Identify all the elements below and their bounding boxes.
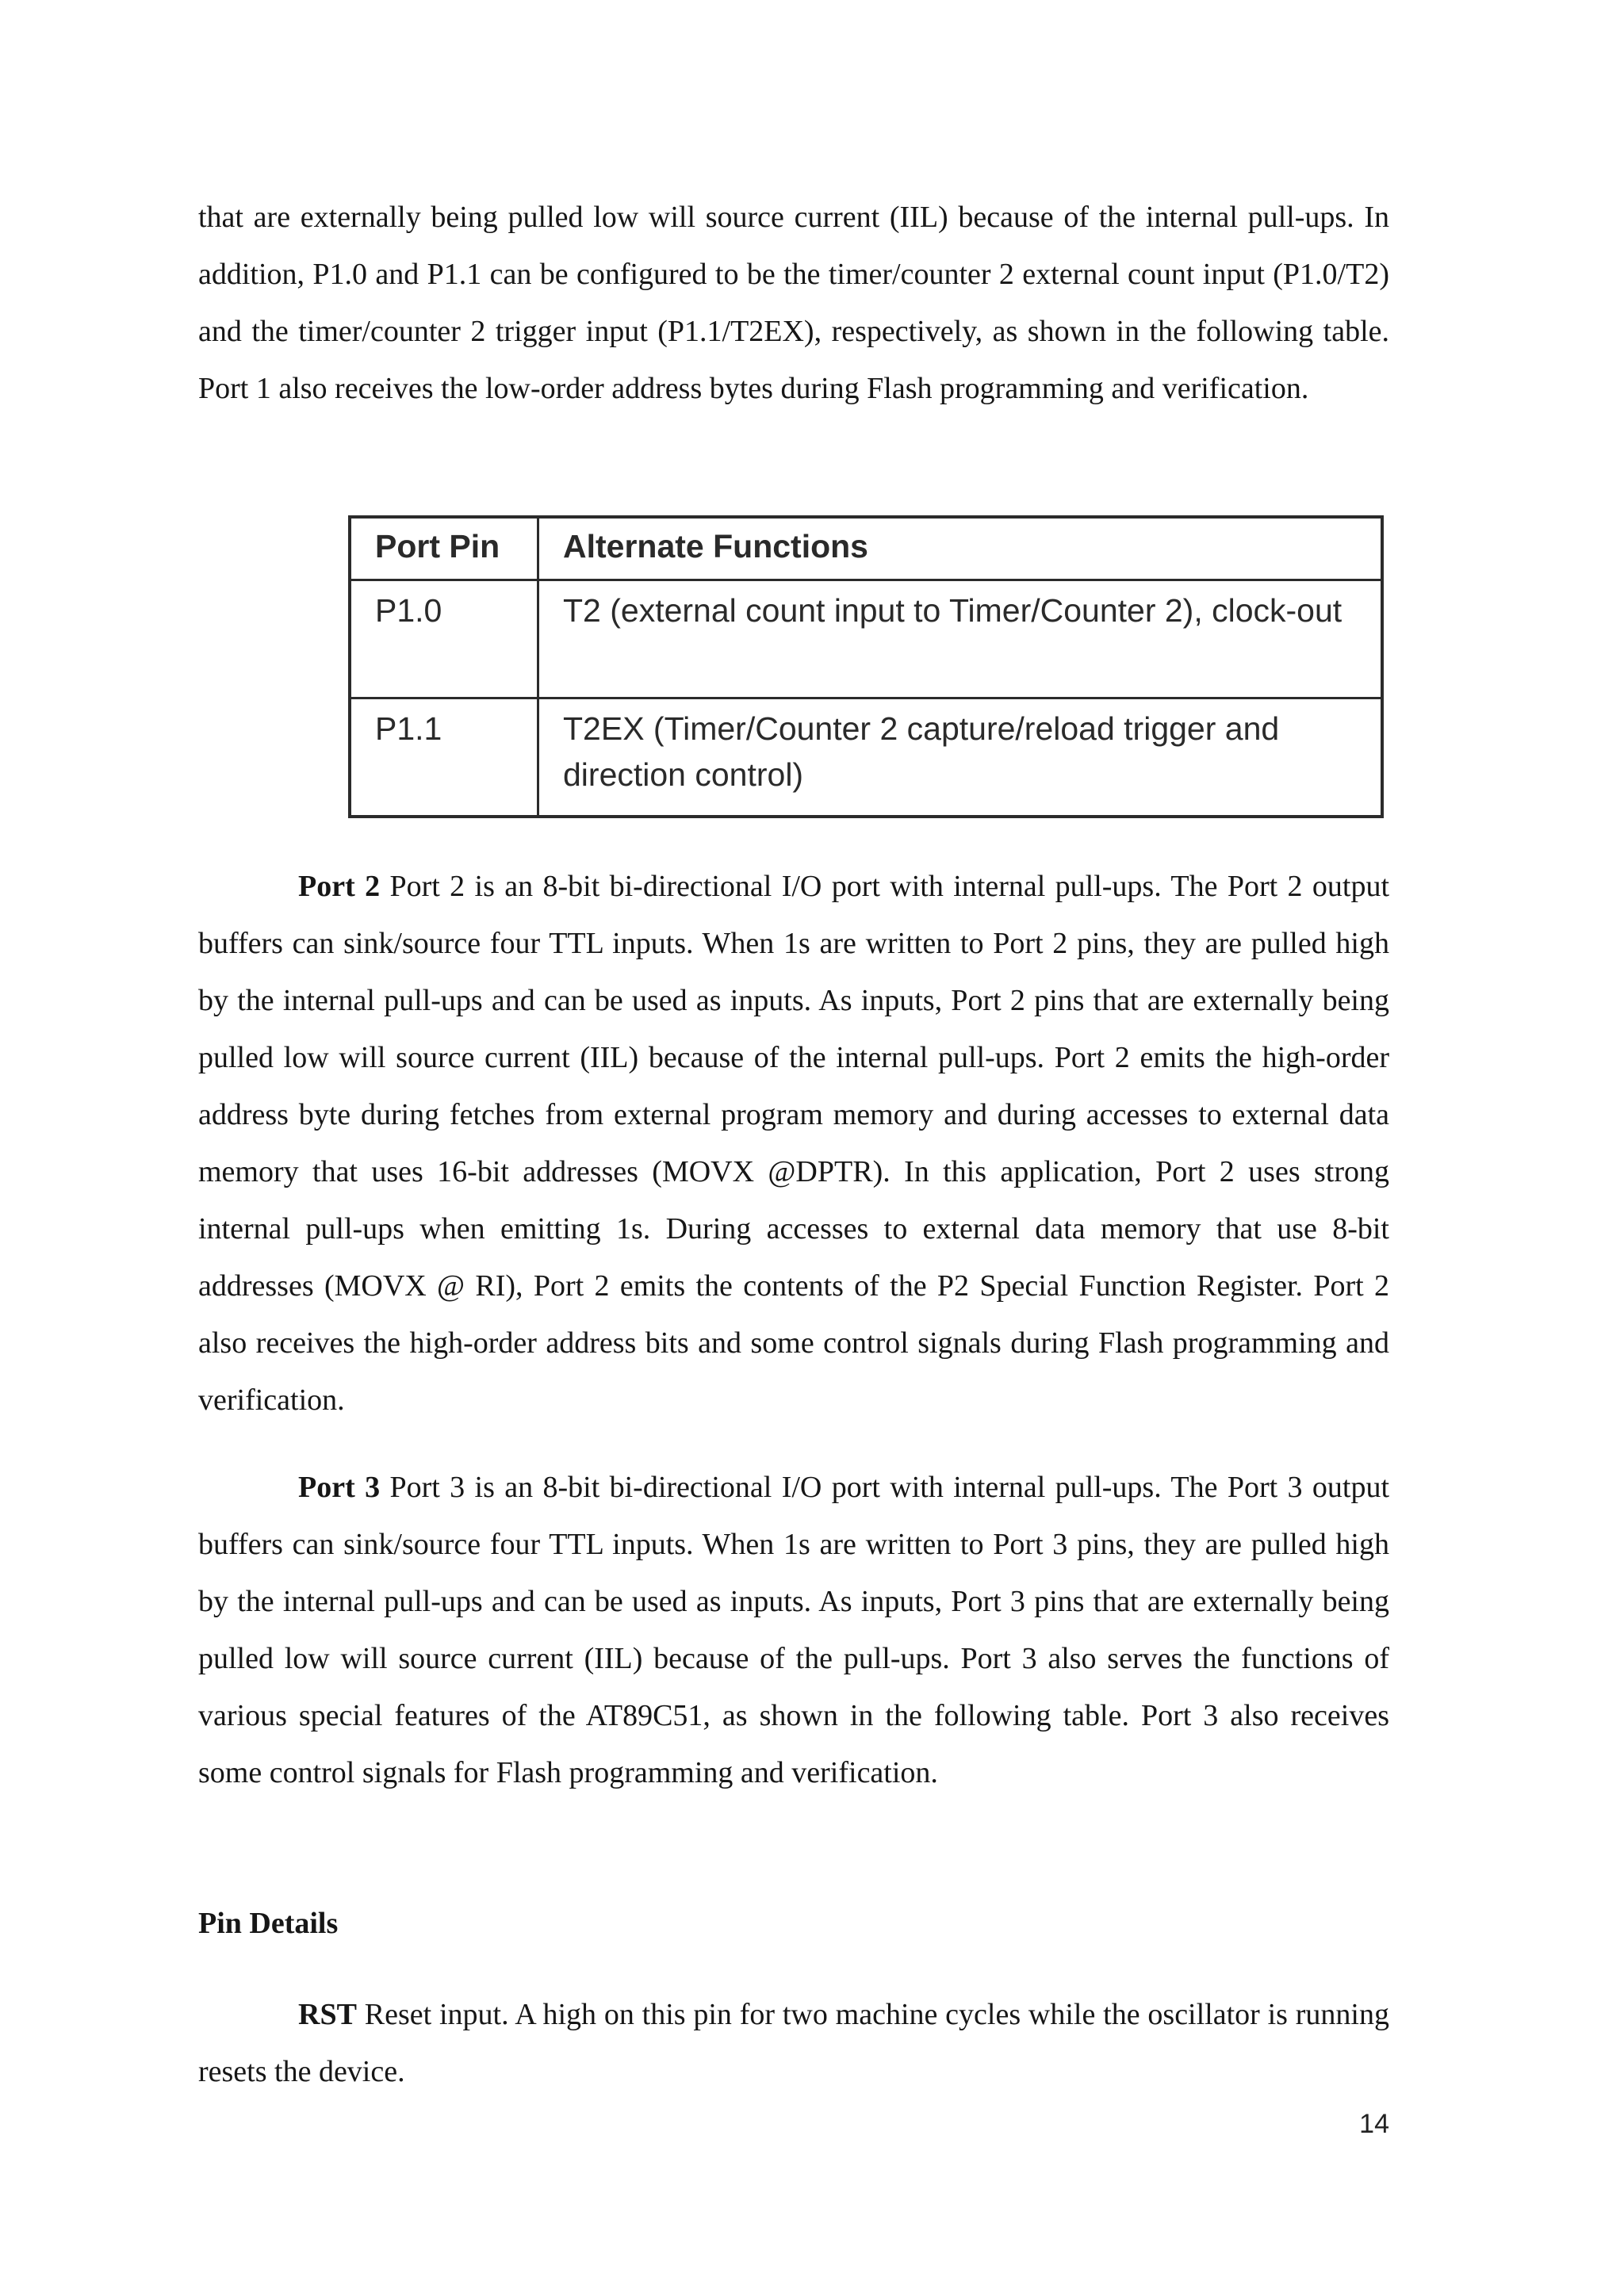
table-row — [350, 698, 1382, 817]
function-cell: T2EX (Timer/Counter 2 capture/reload trigger and direction control) — [538, 698, 1383, 817]
header-port-pin: Port Pin — [350, 517, 538, 580]
rst-paragraph — [198, 1986, 1389, 2100]
pin-cell: P1.0 — [350, 580, 538, 698]
port2-paragraph — [198, 858, 1389, 1429]
function-cell: T2 (external count input to Timer/Counter 2), clock-out — [538, 580, 1383, 698]
table-header-row — [350, 517, 1382, 580]
port1-alternate-functions-table — [348, 515, 1384, 818]
page-number: 14 — [1359, 2109, 1389, 2139]
header-alternate-functions: Alternate Functions — [538, 517, 1383, 580]
port3-paragraph — [198, 1459, 1389, 1801]
rst-lead: RST — [298, 1998, 357, 2031]
intro-paragraph: that are externally being pulled low will source current (IIL) because of the internal pull-ups. In addition, P1.0 and P1.1 can be configured to be the timer/counter 2 external count input (P1.0/T2) and the timer/counter 2 trigger input (P1.1/T2EX), respectively, as shown in the following table. Port 1 also receives the low-order address bytes during Flash programming and verification. — [198, 201, 1389, 405]
port3-text: Port 3 is an 8-bit bi-directional I/O port with internal pull-ups. The Port 3 output buffers can sink/source four TTL inputs. When 1s are written to Port 3 pins, they are pulled high by the internal pull-ups and can be used as inputs. As inputs, Port 3 pins that are externally being pulled low will source current (IIL) because of the pull-ups. Port 3 also serves the functions of various special features of the AT89C51, as shown in the following table. Port 3 also receives some control signals for Flash programming and verification. — [198, 1471, 1390, 1789]
pin-details-heading: Pin Details — [198, 1907, 339, 1940]
port2-lead: Port 2 — [298, 870, 381, 903]
table-row — [350, 580, 1382, 698]
pin-cell: P1.1 — [350, 698, 538, 817]
port2-text: Port 2 is an 8-bit bi-directional I/O port with internal pull-ups. The Port 2 output buffers can sink/source four TTL inputs. When 1s are written to Port 2 pins, they are pulled high by the internal pull-ups and can be used as inputs. As inputs, Port 2 pins that are externally being pulled low will source current (IIL) because of the internal pull-ups. Port 2 emits the high-order address byte during fetches from external program memory and during accesses to external data memory that uses 16-bit addresses (MOVX @DPTR). In this application, Port 2 uses strong internal pull-ups when emitting 1s. During accesses to external data memory that use 8-bit addresses (MOVX @ RI), Port 2 emits the contents of the P2 Special Function Register. Port 2 also receives the high-order address bits and some control signals during Flash programming and verification. — [198, 870, 1390, 1417]
port3-lead: Port 3 — [298, 1471, 381, 1504]
rst-text: Reset input. A high on this pin for two machine cycles while the oscillator is running resets the device. — [198, 1998, 1389, 2088]
